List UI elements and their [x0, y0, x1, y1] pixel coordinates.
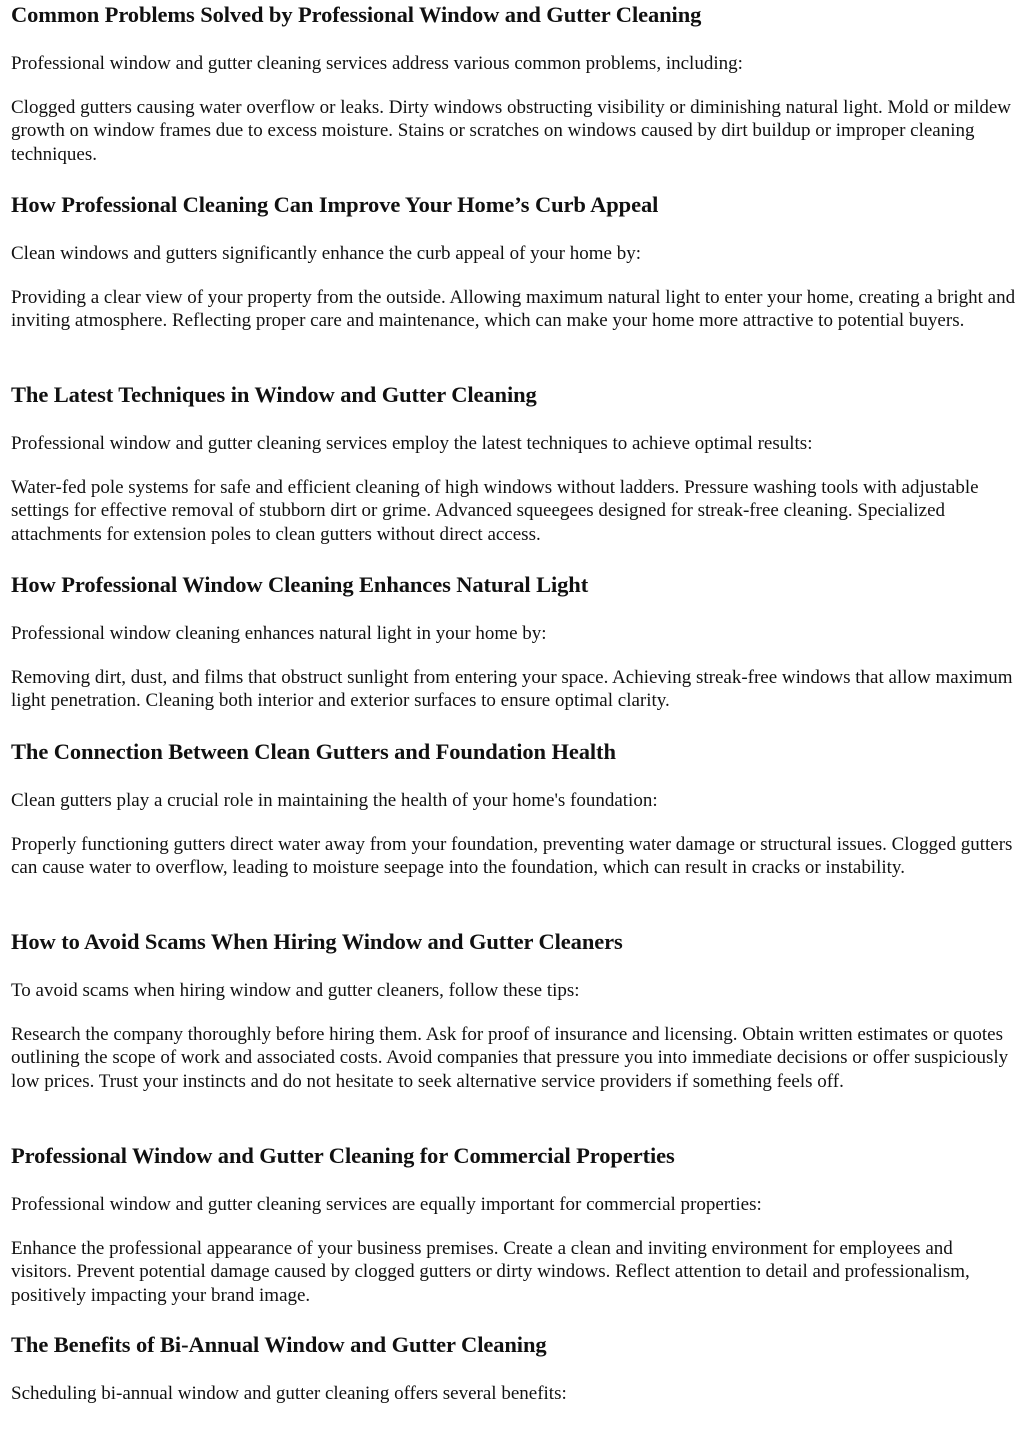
section-intro: Clean gutters play a crucial role in maintaining the health of your home's foundation:	[11, 790, 658, 811]
section-foundation-health	[11, 739, 1016, 880]
section-heading: Common Problems Solved by Professional Window and Gutter Cleaning	[11, 2, 702, 27]
section-detail: Research the company thoroughly before hiring them. Ask for proof of insurance and licensing. Obtain written estimates or quotes outlining the scope of work and associated costs. Avoid companies that pressure you into immediate decisions or offer suspiciously low prices. Trust your instincts and do not hesitate to seek alternative service providers if something feels off.	[11, 1024, 1009, 1092]
section-bi-annual-benefits	[11, 1332, 1016, 1405]
section-heading: The Benefits of Bi-Annual Window and Gutter Cleaning	[11, 1332, 547, 1357]
section-detail: Providing a clear view of your property from the outside. Allowing maximum natural light to enter your home, creating a bright and inviting atmosphere. Reflecting proper care and maintenance, which can make your home more attractive to potential buyers.	[11, 287, 1016, 332]
section-natural-light	[11, 572, 1016, 713]
section-detail: Clogged gutters causing water overflow or leaks. Dirty windows obstructing visibility or diminishing natural light. Mold or mildew growth on window frames due to excess moisture. Stains or scratches on windows caused by dirt buildup or improper cleaning techniques.	[11, 97, 1012, 165]
section-curb-appeal	[11, 192, 1016, 333]
section-heading: Professional Window and Gutter Cleaning for Commercial Properties	[11, 1143, 675, 1168]
section-heading: The Latest Techniques in Window and Gutter Cleaning	[11, 382, 537, 407]
section-common-problems	[11, 2, 1016, 166]
section-latest-techniques	[11, 382, 1016, 546]
section-intro: To avoid scams when hiring window and gutter cleaners, follow these tips:	[11, 980, 580, 1001]
section-avoid-scams	[11, 929, 1016, 1093]
section-detail: Removing dirt, dust, and films that obstruct sunlight from entering your space. Achieving streak-free windows that allow maximum light penetration. Cleaning both interior and exterior surfaces to ensure optimal clarity.	[11, 667, 1013, 712]
section-intro: Scheduling bi-annual window and gutter cleaning offers several benefits:	[11, 1383, 567, 1404]
section-intro: Clean windows and gutters significantly enhance the curb appeal of your home by:	[11, 243, 641, 264]
section-heading: The Connection Between Clean Gutters and Foundation Health	[11, 739, 616, 764]
section-heading: How Professional Cleaning Can Improve Your Home’s Curb Appeal	[11, 192, 659, 217]
section-detail: Properly functioning gutters direct water away from your foundation, preventing water damage or structural issues. Clogged gutters can cause water to overflow, leading to moisture seepage into the foundation, which can result in cracks or instability.	[11, 834, 1013, 879]
section-intro: Professional window and gutter cleaning services employ the latest techniques to achieve optimal results:	[11, 433, 813, 454]
section-heading: How to Avoid Scams When Hiring Window and Gutter Cleaners	[11, 929, 623, 954]
section-detail: Enhance the professional appearance of your business premises. Create a clean and inviting environment for employees and visitors. Prevent potential damage caused by clogged gutters or dirty windows. Reflect attention to detail and professionalism, positively impacting your brand image.	[11, 1238, 970, 1306]
section-intro: Professional window cleaning enhances natural light in your home by:	[11, 623, 547, 644]
section-intro: Professional window and gutter cleaning services are equally important for commercial properties:	[11, 1194, 762, 1215]
section-heading: How Professional Window Cleaning Enhances Natural Light	[11, 572, 589, 597]
section-detail: Water-fed pole systems for safe and efficient cleaning of high windows without ladders. Pressure washing tools with adjustable settings for effective removal of stubborn dirt or grime. Advanced squeegees designed for streak-free cleaning. Specialized attachments for extension poles to clean gutters without direct access.	[11, 477, 979, 545]
section-intro: Professional window and gutter cleaning services address various common problems, including:	[11, 53, 743, 74]
section-commercial-properties	[11, 1143, 1016, 1307]
